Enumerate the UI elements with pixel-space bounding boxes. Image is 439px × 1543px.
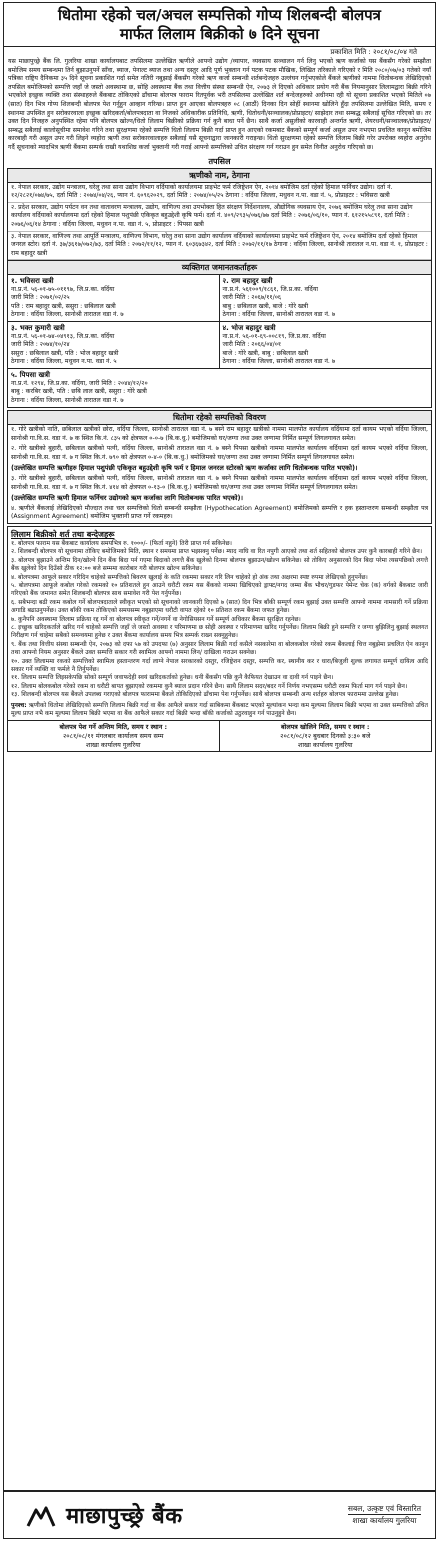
term-item: ७. कुनैपनि अवस्थामा लिलाम प्रक्रिया रद्द गर्ने वा बोलपत्र स्वीकृत गर्ने/नगर्ने वा नेगोसियसन गर्ने सम्पूर्ण अधिकार बैंकमा सुरक्षित रहनेछ। — [11, 615, 301, 623]
terms-section — [7, 526, 432, 752]
property-note: (उल्लेखित सम्पत्ति ऋणीहरु हिमाल पशुपंछी एकिकृत बहुउद्देशी कृषि फर्म र हिमाल जनरल स्टोरको ऋण कर्जाका लागि धितोबन्धक पारित भएको)। — [11, 464, 358, 473]
term-item: ३. बोलपत्र बुझाउने अन्तिम दिन/खोल्ने दिन बैंक बिदा पर्न गएमा बिदाको लगत्तै बैंक खुलेको दिनमा बोलपत्र बुझाउन/खोल्न सकिनेछ। सो तोकिए अनुसारको दिन बिदा परेमा त्यसपछिको लगत्तै बैंक खुलेको दिन दिउँसो ठीक १२:०० बजे सम्ममा कारोबार गरी बोलपत्र खोल्न सकिनेछ। — [11, 556, 428, 573]
guarantor-detail: बाजे : गोरे खत्री, बाबु : छबिलाल खत्री — [222, 349, 309, 357]
submit-deadline-place: शाखा कार्यालय गुलरिया — [86, 740, 141, 749]
bank-footer — [4, 1490, 435, 1538]
borrower-item: २. प्रदेश सरकार, उद्योग पर्यटन वन तथा वातावरण मन्त्रालय, उद्योग, वाणिज्य तथा उपभोक्ता हित संरक्षण निर्देशनालय, औद्योगिक व्यवसाय ऐन, २०७६ बमोजिम घरेलु तथा साना उद्योग कार्यालय वर्दियाको कार्यालयमा दर्ता रहेको हिमाल पशुपंछी एकिकृत बहुउद्देशी कृषि फर्म। दर्ता नं. ४०९/२९३५/०७६/७७ दर्ता मिति : २०७६/०६/१०, प्यान नं. ६१२१५५८९१, दर्ता मिति : २०७६/०६/१४ ठेगाना : वर्दिया जिल्ला, मधुवन न.पा. वडा नं. ५, प्रोप्राइटर : पिपसा खत्री — [8, 203, 431, 232]
guarantor-detail: बाबु : छबिलाल खत्री, बाजे : गोरे खत्री — [222, 302, 309, 310]
guarantor-detail: ना.प्र.नं. ५६-०१-७५-०११९७, जि.प्र.का. वर्दिया — [11, 285, 115, 293]
guarantor-detail: ठेगाना : वर्दिया जिल्ला, सानोश्री तारातल वडा नं. ७ — [11, 310, 124, 318]
guarantor-name: १. भविसरा खत्री — [11, 277, 54, 286]
notice-title-line2: मार्फत लिलाम बिक्रीको ७ दिने सूचना — [119, 25, 320, 43]
term-item: १. बोलपत्र फाराम यस बैंकबाट कार्यालय समयभित्र रु. १०००/- (फिर्ता नहुने) तिरी प्राप्त गर्न सकिनेछ। — [11, 539, 232, 547]
submit-deadline-value: २०८१/०८/११ मंगलबार कार्यालय समय सम्म — [62, 732, 164, 741]
guarantor-card — [8, 322, 220, 369]
punashcha-note — [8, 700, 431, 721]
guarantor-detail: ठेगाना : वर्दिया जिल्ला, सानोश्री तारातल वडा नं. ७ — [11, 396, 124, 404]
opening-date-place: शाखा कार्यालय गुलरिया — [298, 740, 353, 749]
term-item: ११. लिलाम सम्पत्ति लिइसकेपछि सोको सम्पूर्ण जवाफदेही स्वयं खरिदकर्ताको हुनेछ। धनी बैंकसँग पछि कुनै कैफियत देखाउन वा दावी गर्न पाइने छैन। — [11, 674, 334, 682]
opening-date-value: २०८१/०८/१२ बुधबार दिनको ३:३० बजे — [280, 732, 371, 741]
guarantor-detail: पति : राम बहादुर खत्री, ससुरा : छबिलाल खत्री — [11, 302, 116, 310]
term-item: १०. उक्त लिलाममा रकको सम्पत्तिको स्वामित्व हस्तान्तरण गर्दा लाग्ने नेपाल सरकारको दस्तुर, रजिष्ट्रेशन दस्तुर, सम्पत्ति कर, स्थानीय कर र धारा/बिजुली शुल्क लगायत सम्पूर्ण दायित्व आदि सकार गर्ने व्यक्ति वा फर्मले नै तिर्नुपर्नेछ। — [11, 657, 428, 673]
borrower-item: १. नेपाल सरकार, उद्योग मन्त्रालय, घरेलु तथा साना उद्योग विभाग वर्दियाको कार्यालयमा प्राइभेट फर्म रजिष्ट्रेशन ऐन, २०१४ बमोजिम दर्ता रहेको हिमाल फर्निचर उद्योग। दर्ता नं. १२/२८२१/०७४/७५, दर्ता मिति : २०७४/०४/२६, प्यान नं. ६०९६२०२९, दर्ता मिति : २०७४/०५/२५ ठेगाना : वर्दिया जिल्ला, मधुवन न.पा. वडा नं. ५, प्रोप्राइटर : भविसरा खत्री — [8, 183, 431, 203]
property-item: १. गोरे खत्रीको नाति, छबिलाल खत्रीको छोरा, वर्दिया जिल्ला, सानोश्री तारातल वडा नं. ७ बस्ने राम बहादुर खत्रीको नाममा मालपोत कार्यालय वर्दियामा दर्ता कायम भएको वर्दिया जिल्ला, सानोश्री गा.वि.स. वडा नं. ७ क स्थित कि.नं. ८३५ को क्षेत्रफल ०-०-७ (बि.क.धु.) बमोजिमको घर/जग्गा तथा उक्त जग्गामा निर्मित सम्पूर्ण लिगलगायत समेत। — [11, 425, 428, 442]
guarantor-name: ३. भक्त कुमारी खत्री — [11, 324, 65, 333]
property-item: ४. ऋणीले बैंकलाई लेखिदिएको मौज्दात तथा चल सम्पत्तिको धितो सम्बन्धी सम्झौता (Hypothecation Agreement) बमोजिमको सम्पत्ति र हक हस्तान्तरण सम्बन्धी सम्झौता पत्र (Assignment Agreement) बमोजिम भुक्तानी प्राप्त गर्ने रकमहरु। — [11, 504, 428, 521]
guarantor-detail: ठेगाना : वर्दिया जिल्ला, मधुवन न.पा. वडा नं. ५ — [11, 357, 117, 365]
guarantors-heading: व्यक्तिगत जमानतकर्ताहरू — [8, 260, 431, 275]
punashcha-label: पुनश्च: — [11, 701, 27, 709]
guarantor-detail: ना.प्र.नं. ५६-०१-६९-००८१९, जि.प्र.का. वर्दिया — [222, 332, 326, 340]
slogan-box — [348, 1504, 421, 1526]
opening-date — [220, 721, 432, 751]
published-date: प्रकाशित मिति : २०८१/०८/०४ गते — [330, 48, 417, 56]
notice-title-line1: धितोमा रहेको चल/अचल सम्पत्तिको गोप्य शिलबन्दी बोलपत्र — [58, 6, 381, 24]
submit-deadline — [8, 721, 220, 751]
notice-title — [4, 3, 435, 47]
borrowers-section — [7, 168, 432, 408]
bank-name: माछापुच्छ्रे बैंक — [66, 1504, 183, 1529]
punashcha-text: ऋणीको धितोमा लेखिदिएको सम्पत्ति लिलाम बिक्री गर्दा वा बैंक आफैले सकार गर्दा साबिकमा बैंकबाट भएको मूल्यांकन भन्दा कम मूल्यमा लिलाम बिक्री भएमा वा उक्त सम्पत्तिको उचित मूल्य प्राप्त नभै कम मूल्यमा लिलाम बिक्री भएमा वा बैंक आफैले सकार गर्दा बिक्री भन्दा बाँकी कर्जाको उठुरवाहुन गर्न पाउनुहुने छैन। — [11, 701, 428, 718]
mountain-logo-icon — [26, 1500, 56, 1530]
terms-heading: लिलाम बिक्रीको शर्त तथा बन्देजहरू — [11, 529, 115, 539]
term-item: १२. लिलाम बोलकबोल गरेको रकम वा धरौटी बापत बुझाएको रकममा कुनै ब्याज प्रदान गरिने छैन। साथै लिलाम सदर/बदर गर्ने निर्णय नभएसम्म धरौटी रकम फिर्ता माग गर्न पाइने छैन। — [11, 682, 408, 690]
guarantor-detail: ठेगाना : वर्दिया जिल्ला, सानोश्री तारातल वडा नं. ७ — [222, 357, 336, 365]
dates-table — [8, 720, 431, 751]
guarantor-detail: जारी मिति : २०७१/०२/२५ — [11, 294, 70, 302]
guarantor-detail: जारी मिति : २०६६/०४/०१ — [222, 341, 282, 349]
term-item: ८. इच्छुक खरिदकर्ताले खरिद गर्न चाहेको सम्पत्ति जहाँ जे जस्तो अवस्था र परिमाणमा छ सोही अवस्था र परिमाणमा खरिद गर्नुपर्नेछ। लिलाम बिक्री हुने सम्पत्ति र जग्गा बुझिलिनु बुझाई स्थलगत निरीक्षण गर्न चाहेमा सबैको समन्वयमा हुनेछ र उक्त बैंकमा कार्यालय समय भित्र सम्पर्क राख्न सक्नुहुनेछ। — [11, 623, 428, 640]
guarantor-detail: ना.प्र.नं. १२९४, जि.प्र.का. वर्दिया, जारी मिति : २०४४/१२/२० — [11, 379, 148, 387]
term-item: २. शिलबन्दी बोलपत्र यो सूचनामा तोकिए बमोजिमको मिति, स्थान र समयमा प्राप्त भइसक्नु पर्नेछ। म्याद नाघि वा रित नपुगी आएको तथा शर्त सहितको बोलपत्र उपर कुनै कारबाही गरिने छैन। — [11, 548, 423, 556]
notice-intro: यस माछापुच्छ्रे बैंक लि. गुलरिया शाखा कार्यालयबाट तपसिलमा उल्लेखित ऋणीले आफ्नो उद्योग /व्यापार, व्यवसाय सञ्चालन गर्न लिनु भएको ऋण कर्जाको यस बैंकसँग गरेको सम्झौता बमोजिम समय सम्बन्धमा तिर्न बुझाउनुपर्ने साँवा, ब्याज, पेनाल्ट ब्याज तथा अन्य दस्तुर आदि पूर्ण भुक्तान गर्न पटक पटक मौखिक, लिखित तरिकाले गरिएको र मिति २०८०/०७/०३ गतेको नयाँ पत्रिका राष्ट्रिय दैनिकमा ३५ दिने सूचना प्रकाशित गर्दा समेत नतिरी नबुझाई बैंकसँग गरेको ऋण कर्जा सम्बन्धी शर्तबन्देजहरु उल्लंघन गर्नुभएकोले बैंकले ऋणीको नाममा धितोबन्धक लेखिदिएको तपसिल बमोजिमको सम्पत्ति जहाँ जे जस्तो अवस्थामा छ, सोहि अवस्थामा बैंक तथा वित्तीय संस्था सम्बन्धी ऐन, २०७३ ले दिएको अधिकार प्रयोग गरी बैंक नियमानुसार लिलामद्वारा बिक्री गरिने भएकोले इच्छुक व्यक्ति तथा संस्थाहरुले बैंकबाट तोकिएको ढाँचामा बोलपत्र फाराम रितपूर्वक भरी तपसिलमा उल्लेखित शर्त बन्देजहरुको अधीनमा रही यो सूचना प्रकाशित भएको मितिले ०७ (सात) दिन भित्र गोप्य शिलबन्दी बोलपत्र पेश गर्नुहुन आव्हान गरिन्छ। प्राप्त हुन आएका बोलपत्रहरु ०८ (आठौं) दिनका दिन सोहीं स्थानमा खोलिने हुँदा तपसिलमा उल्लेखित मिति, समय र स्थानमा उपस्थित हुन सरोकारवाला इच्छुक खरिदकर्ता/बोलपत्रदाता वा निजको अधिकारीक प्रतिनिधि, ऋणी, धितोधनी/सञ्चालक/प्रोप्राइटर/ साझेदार तथा सम्बद्ध सबैलाई सूचित गरिएको छ। तर उक्त दिन निजहरु अनुपस्थित रहेमा पनि बोलपत्र खोल्न/धितो लिलाम बिक्रीको प्रक्रिया गर्न कुनै बाधा पर्ने छैन। साथै कर्जा असुलीको कारवाही अन्तर्गत ऋणी, शेयरधनी/सञ्चालक/प्रोप्राइटर/ सम्बद्ध सबैलाई कालोसूचीमा समावेश गरिने तथा सुरक्षणमा रहेको सम्पत्ति धितो लिलाम बिक्री गर्दा प्राप्त हुन आएको रकमबाट बैंकको सम्पूर्ण कर्जा असुल उपर नभएमा प्रचलित कानून बमोजिम कारबाही गरी असुल उपर गरी लिइने व्यहोरा ऋणी तथा सरोकारवालाहरु सबैलाई यसै सूचनाद्वारा जानकारी गराइन्छ। धितो सुरक्षणमा रहेको सम्पत्ति लिलाम बिक्री गरेर उपरोक्त व्यहोरा अनुरोध गर्दै सूचनाको म्यादभित्र ऋणी बैंकमा सम्पर्क राखी यथाशिघ्र कर्जा भुक्तानी गरी गराई आफ्नो सम्पत्तिको उचित संरक्षण गर्न गराउन हुन समेत विनीत अनुरोध गरिएको छ। — [8, 58, 431, 151]
opening-date-label: बोलपत्र खोलिने मिति, समय र स्थान : — [281, 723, 370, 732]
property-section — [7, 410, 432, 524]
term-item: ५. बोलपत्रमा आफूले कबोल गरेको रकमको १० प्रतिशतले हुन आउने धरौटी रकम यस बैंकको नाममा खिचिएको ड्राफ्ट/नगद जम्मा बैंक भौचर/गुडफर पेमेन्ट चेक (क) वर्गको बैंकबाट जारी गरिएको बैंक जमानत समेत शिलबन्दी बोलपत्र साथ समावेश गरी पेश गर्नुपर्नेछ। — [11, 581, 428, 598]
guarantor-card — [220, 322, 432, 369]
guarantor-card — [8, 275, 220, 322]
guarantor-card — [220, 275, 432, 322]
guarantor-detail: बाबु : करबिर खत्री, पति : छबि लाल खत्री, ससुरा : गोरे खत्री — [11, 388, 147, 396]
property-item: २. गोरे खत्रीको बुहारी, छबिलाल खत्रीको पत्नी, वर्दिया जिल्ला, सानोश्री तारातल वडा नं. ७ बस्ने पिपसा खत्रीको नाममा मालपोत कार्यालय वर्दियामा दर्ता कायम भएको वर्दिया जिल्ला, सानोश्री गा.वि.स. वडा नं. ७ ग स्थित कि.नं. ७९० को क्षेत्रफल ०-४-० (बि.क.धु.) बमोजिमको घर/जग्गा तथा उक्त जग्गामा निर्मित सम्पूर्ण लिगलगायत समेत। — [11, 445, 428, 461]
guarantor-name: ४. भोज बहादुर खत्री — [222, 324, 276, 333]
borrowers-heading: ऋणीको नाम, ठेगाना — [8, 169, 431, 183]
term-item: १३. शिलबन्दी बोलपत्र यस बैंकले उपलब्ध गराएको बोलपत्र फाराममा बैंकले तोकिदिएको ढाँचामा पेश गर्नुपर्नेछ। साथै बोलपत्र सम्बन्धी अन्य शर्तहरु बोलपत्र फाराममा उल्लेख हुनेछ। — [11, 691, 399, 699]
bank-slogan: सबल, उत्कृष्ट एवं विस्तारित — [347, 1504, 421, 1513]
term-item: ९. बैंक तथा वित्तीय संस्था सम्बन्धी ऐन, २०७३ को दफा ५७ को उपदफा (७) अनुसार लिलाम बिक्री गर्दा कसैले नसकारेमा वा बोलकबोल गरेको रकम बैंकलाई चित्त नबुझेमा प्रचलित ऐन कानुन तथा आफ्नो नियम अनुसार बैंकले उक्त सम्पत्ति सकार गरी स्वामित्व आफ्नो नाममा लिन/ दाखिला गराउन सक्नेछ। — [11, 640, 428, 657]
guarantors-grid — [8, 275, 431, 407]
guarantor-detail: ससुरा : छबिलाल खत्री, पति : भोज बहादुर खत्री — [11, 349, 119, 357]
guarantor-detail: जारी मिति : २०६७/११/०६ — [222, 294, 282, 302]
submit-deadline-label: बोलपत्र पेश गर्ने अन्तिम मिति, समय र स्थान : — [59, 723, 168, 732]
guarantor-name: २. राम बहादुर खत्री — [222, 277, 273, 286]
guarantor-detail: ठेगाना : वर्दिया जिल्ला, सानोश्री तारातल वडा नं. ७ — [222, 310, 336, 318]
term-item: ४. बोलपत्रमा आफूले सकार गरिदिन चाहेको सम्पत्तिको बिवरण खुलाई के कति रकममा सकार गरि लिन चाहेको हो अंक तथा अक्षरमा स्पष्ट रुपमा लेखिएको हुनुपर्नेछ। — [11, 573, 368, 581]
auction-notice — [3, 2, 436, 1539]
guarantor-card — [8, 369, 431, 407]
guarantor-detail: ना.प्र.नं. ५६-०१-७४-०४९१३, जि.प्र.का. वर्दिया — [11, 332, 115, 340]
term-item: ६. सबैभन्दा बढी रकम कबोल गर्ने बोलपत्रदाताले स्वीकृत भएको सो सूचनाको जानकारी दिएको ७ (सात) दिन भित्र बाँकी सम्पूर्ण रकम बुझाई उक्त सम्पत्ति आफ्नो नाममा नामसारी गर्ने प्रक्रिया अगाडि बढाउनुपर्नेछ। उक्त बाँकी रकम तोकिएको समयसम्म नबुझाएमा धरौटी वापत रहेको १० प्रतिशत रकम बैंकमा जफत हुनेछ। — [11, 598, 428, 615]
guarantor-detail: ना.प्र.नं. ५६१००९/१८६१, जि.प्र.का. वर्दिया — [222, 285, 319, 293]
property-heading: धितोमा रहेको सम्पत्तिको विवरण — [8, 411, 431, 425]
borrower-item: ३. नेपाल सरकार, वाणिज्य तथा आपूर्ति मन्त्रालय, वाणिज्य विभाग, घरेलु तथा साना उद्योग कार्यालय वर्दियाको कार्यालयमा प्राइभेट फर्म रजिष्ट्रेशन ऐन, २०१४ बमोजिम दर्ता रहेको हिमाल जनरल स्टोर। दर्ता नं. ३७/३६१७/०७२/७३, दर्ता मिति : २०७२/११/१२, प्यान नं. ६०३६७३४२, दर्ता मिति : २०७२/११/१७ ठेगाना : वर्दिया जिल्ला, सानोश्री तारातल न.पा. वडा नं. १, प्रोप्राइटर : राम बहादुर खत्री — [8, 232, 431, 261]
guarantor-detail: जारी मिति : २०७४/१०/२४ — [11, 341, 70, 349]
tapsil-label: तपसिल — [208, 156, 231, 166]
property-note: (उल्लेखित सम्पत्ति ऋणी हिमाल फर्निचर उद्योगको ऋण कर्जाका लागि धितोबन्धक पारित भएको)। — [11, 494, 244, 503]
property-item: ३. गोरे खत्रीको बुहारी, छबिलाल खत्रीको पत्नी, वर्दिया जिल्ला, सानोश्री तारातल वडा नं. ७ बस्ने पिपसा खत्रीको नाममा मालपोत कार्यालय वर्दियामा दर्ता कायम भएको वर्दिया जिल्ला, सानोश्री गा.वि.स. वडा नं. ७ ग स्थित कि.नं. ४१४ को क्षेत्रफल ०-१३-० (बि.क.धु.) बमोजिमको घर/जग्गा तथा उक्त जग्गामा निर्मित सम्पूर्ण लिगलगायत समेत। — [11, 474, 428, 491]
branch-name: शाखा कार्यालय गुलरिया — [348, 1514, 421, 1526]
guarantor-name: ५. पिपसा खत्री — [11, 371, 50, 380]
